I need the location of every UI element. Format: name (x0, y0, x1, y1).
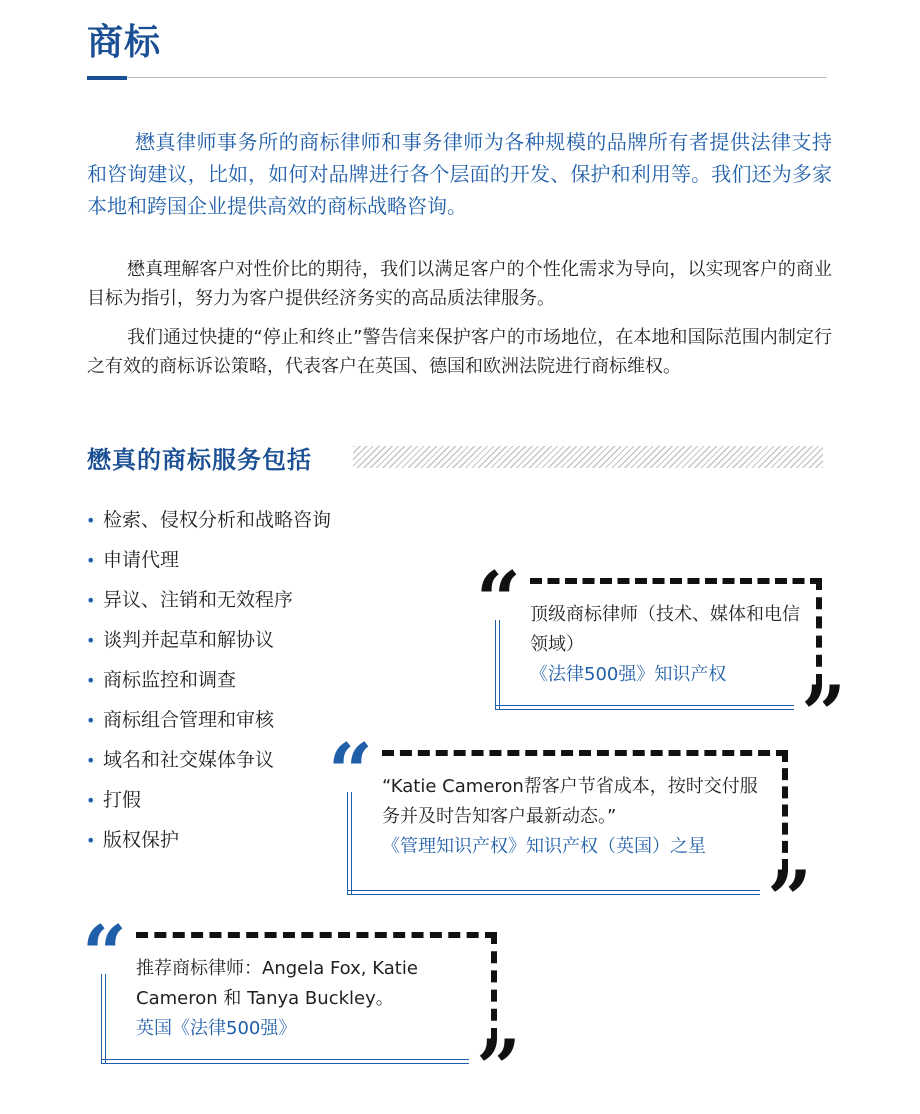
close-quote-icon: ” (767, 854, 812, 945)
testimonial-quote-2 (328, 727, 812, 945)
list-item (86, 625, 331, 665)
heading-hatch-decoration (353, 446, 823, 468)
service-label: 检索、侵权分析和战略咨询 (103, 509, 332, 531)
quote-frame-right (782, 750, 788, 871)
services-heading: 懋真的商标服务包括 (87, 446, 312, 474)
service-label: 申请代理 (103, 549, 180, 571)
list-item (86, 505, 331, 545)
open-quote-icon: “ (328, 727, 373, 818)
list-item (86, 585, 331, 625)
title-divider (127, 77, 827, 78)
quote-frame-top (136, 932, 497, 938)
close-quote-icon: ” (801, 669, 846, 760)
body-paragraph-1: 懋真理解客户对性价比的期待，我们以满足客户的个性化需求为导向，以实现客户的商业目标为指引，努力为客户提供经济务实的高品质法律服务。 (87, 259, 832, 309)
bullet-icon: • (86, 831, 96, 850)
list-item (86, 665, 331, 705)
bullet-icon: • (86, 751, 96, 770)
bullet-icon: • (86, 631, 96, 650)
open-quote-icon: “ (476, 555, 521, 646)
testimonial-quote-3 (82, 909, 521, 1114)
title-accent-bar (87, 76, 127, 80)
quote-source: 英国《法律500强》 (136, 1018, 297, 1039)
quote-frame-bottom (101, 1059, 469, 1064)
page-title: 商标 (87, 22, 162, 63)
service-label: 异议、注销和无效程序 (103, 589, 294, 611)
close-quote-icon: ” (476, 1023, 521, 1114)
service-label: 商标监控和调查 (103, 669, 237, 691)
quote-text: 推荐商标律师：Angela Fox, Katie Cameron 和 Tanya Buckley。 (136, 958, 418, 1009)
services-list (86, 505, 331, 865)
list-item (86, 705, 331, 745)
bullet-icon: • (86, 591, 96, 610)
quote-frame-top (382, 750, 788, 756)
bullet-icon: • (86, 711, 96, 730)
service-label: 打假 (103, 789, 142, 811)
body-paragraph-2: 我们通过快捷的“停止和终止”警告信来保护客户的市场地位，在本地和国际范围内制定行之有效的商标诉讼策略，代表客户在英国、德国和欧洲法院进行商标维权。 (87, 327, 832, 377)
bullet-icon: • (86, 791, 96, 810)
list-item (86, 545, 331, 585)
bullet-icon: • (86, 511, 96, 530)
list-item (86, 785, 331, 825)
list-item (86, 825, 331, 865)
list-item (86, 745, 331, 785)
bullet-icon: • (86, 671, 96, 690)
quote-frame-top (530, 578, 822, 584)
testimonial-quote-1 (476, 555, 846, 760)
quote-text: “Katie Cameron帮客户节省成本，按时交付服务并及时告知客户最新动态。” (382, 776, 758, 827)
open-quote-icon: “ (82, 909, 127, 1000)
service-label: 商标组合管理和审核 (103, 709, 275, 731)
quote-source: 《管理知识产权》知识产权（英国）之星 (382, 836, 706, 857)
intro-paragraph: 懋真律师事务所的商标律师和事务律师为各种规模的品牌所有者提供法律支持和咨询建议，比如，如何对品牌进行各个层面的开发、保护和利用等。我们还为多家本地和跨国企业提供高效的商标战略咨询。 (87, 130, 832, 218)
quote-frame-bottom (495, 705, 794, 710)
quote-source: 《法律500强》知识产权 (530, 664, 727, 685)
service-label: 域名和社交媒体争议 (103, 749, 275, 771)
quote-frame-bottom (347, 890, 760, 895)
quote-text: 顶级商标律师（技术、媒体和电信领域） (530, 604, 800, 655)
service-label: 谈判并起草和解协议 (103, 629, 275, 651)
service-label: 版权保护 (103, 829, 180, 851)
bullet-icon: • (86, 551, 96, 570)
